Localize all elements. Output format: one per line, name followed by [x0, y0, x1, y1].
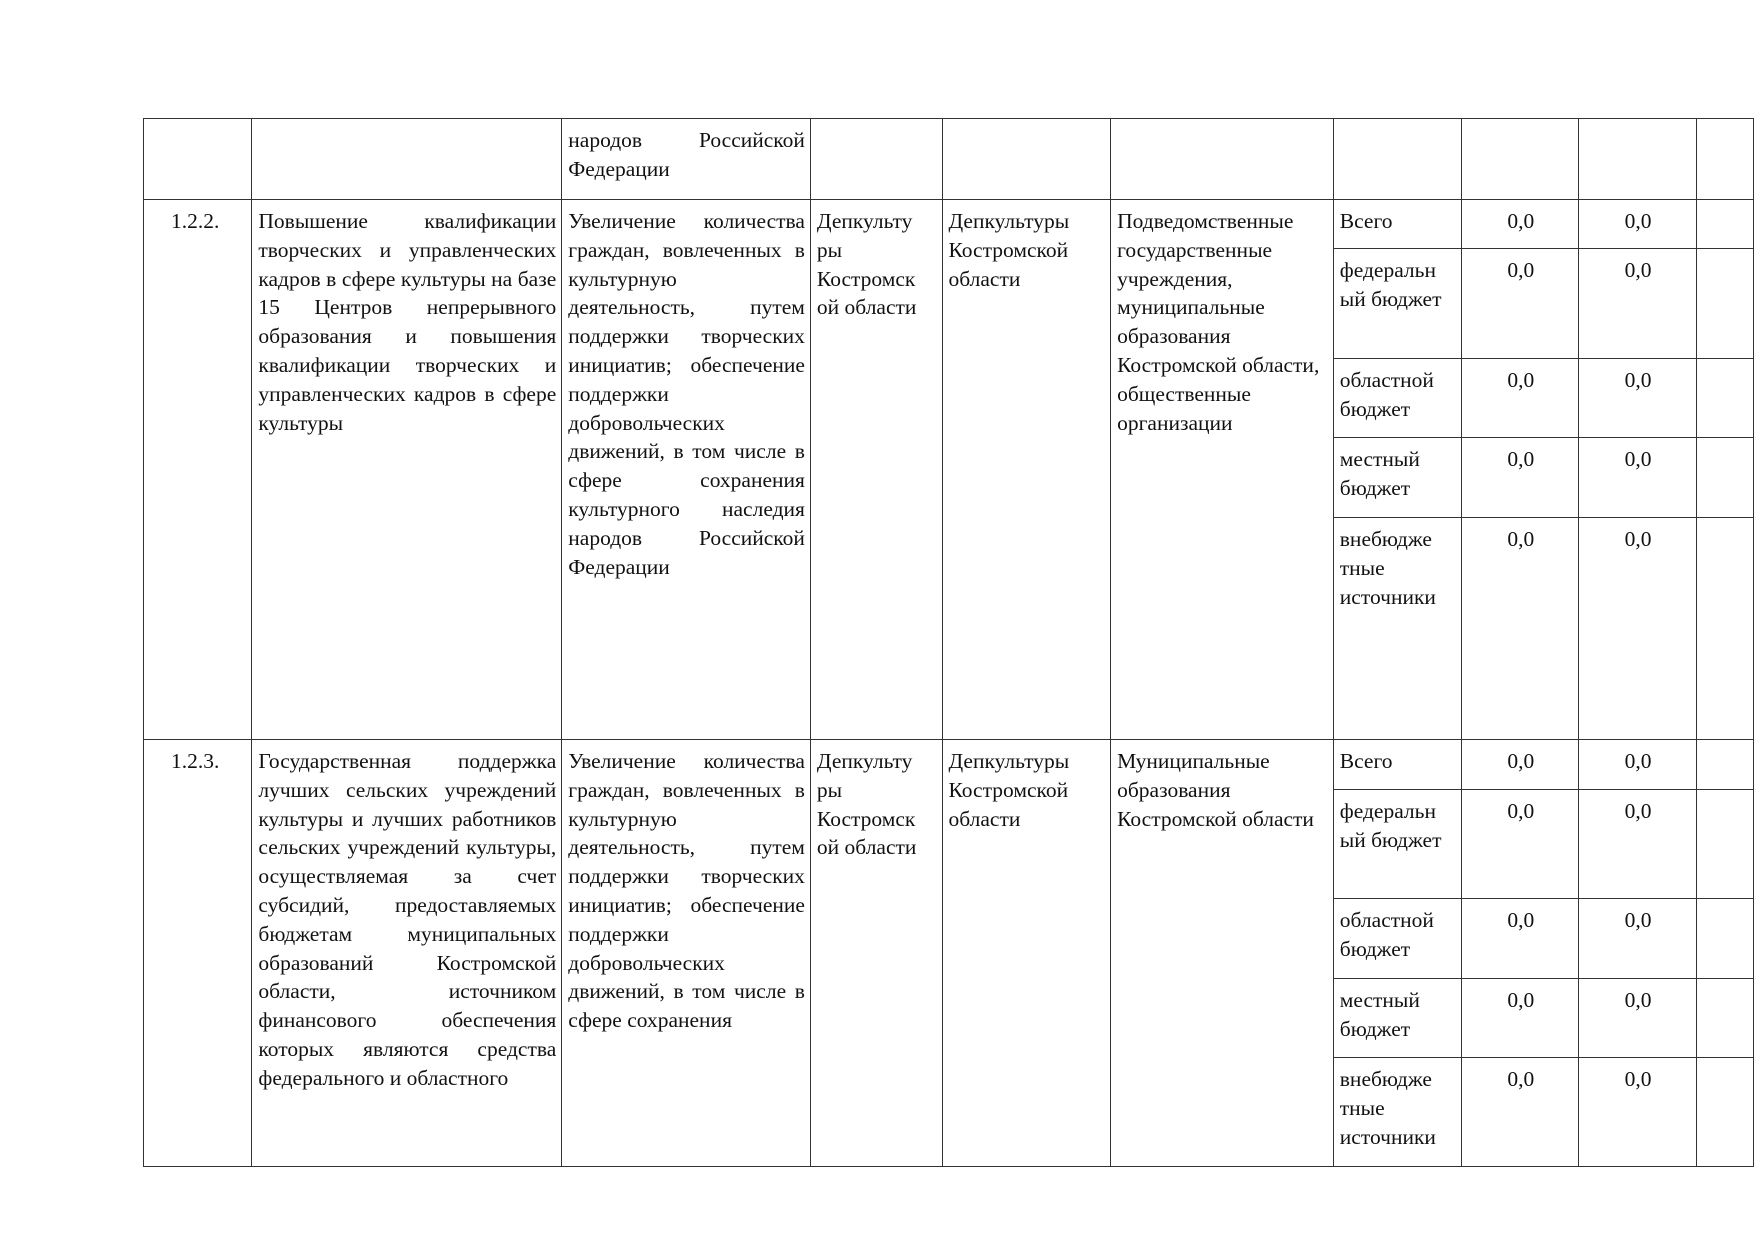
funding-source: внебюдже тные источники	[1333, 518, 1462, 740]
co-executor: Депкультуры Костромской области	[942, 740, 1111, 1167]
funding-source: внебюдже тные источники	[1333, 1058, 1462, 1167]
continuation-row	[144, 119, 1754, 200]
value-1: 0,0	[1462, 438, 1579, 518]
value-2: 0,0	[1579, 518, 1697, 740]
value-1: 0,0	[1462, 790, 1579, 899]
funding-source: Всего	[1333, 200, 1462, 249]
row-number: 1.2.2.	[144, 200, 252, 740]
responsible-executor: Депкульту ры Костромск ой области	[810, 740, 942, 1167]
value-3	[1696, 200, 1753, 249]
value-3	[1696, 899, 1753, 979]
value-1: 0,0	[1462, 899, 1579, 979]
table-row	[144, 200, 1754, 249]
funding-source: местный бюджет	[1333, 979, 1462, 1058]
page-margin	[0, 1167, 1754, 1247]
co-executor: Депкультуры Костромской области	[942, 200, 1111, 740]
row-number: 1.2.3.	[144, 740, 252, 1167]
value-2: 0,0	[1579, 438, 1697, 518]
value-3	[1696, 979, 1753, 1058]
value-2: 0,0	[1579, 249, 1697, 359]
funding-source: областной бюджет	[1333, 899, 1462, 979]
value-1: 0,0	[1462, 740, 1579, 790]
value-2: 0,0	[1579, 979, 1697, 1058]
value-3	[1696, 359, 1753, 438]
value-3	[1696, 740, 1753, 790]
program-activities-table	[143, 118, 1754, 1167]
funding-source: областной бюджет	[1333, 359, 1462, 438]
funding-source: Всего	[1333, 740, 1462, 790]
value-3	[1696, 1058, 1753, 1167]
value-2: 0,0	[1579, 899, 1697, 979]
activity-name: Государственная поддержка лучших сельских учреждений культуры и лучших работников сельских учреждений культуры, осуществляемая за счет субсидий, предоставляемых бюджетам муниципальных образований Костромской области, источником финансового обеспечения которых являются средства федерального и областного	[252, 740, 562, 1167]
value-2: 0,0	[1579, 1058, 1697, 1167]
value-2: 0,0	[1579, 200, 1697, 249]
result-cell: народов Российской Федерации	[562, 119, 811, 200]
expected-result: Увеличение количества граждан, вовлеченных в культурную деятельность, путем поддержки творческих инициатив; обеспечение поддержки добровольческих движений, в том числе в сфере сохранения	[562, 740, 811, 1167]
value-1: 0,0	[1462, 249, 1579, 359]
value-2: 0,0	[1579, 790, 1697, 899]
value-3	[1696, 790, 1753, 899]
value-1: 0,0	[1462, 200, 1579, 249]
value-2: 0,0	[1579, 740, 1697, 790]
funding-source: федеральн ый бюджет	[1333, 249, 1462, 359]
table-row	[144, 740, 1754, 790]
funding-source: федеральн ый бюджет	[1333, 790, 1462, 899]
value-1: 0,0	[1462, 518, 1579, 740]
participants: Подведомственные государственные учреждения, муниципальные образования Костромской области, общественные организации	[1111, 200, 1334, 740]
value-3	[1696, 249, 1753, 359]
value-1: 0,0	[1462, 979, 1579, 1058]
value-3	[1696, 518, 1753, 740]
expected-result: Увеличение количества граждан, вовлеченных в культурную деятельность, путем поддержки творческих инициатив; обеспечение поддержки добровольческих движений, в том числе в сфере сохранения культурного наследия народов Российской Федерации	[562, 200, 811, 740]
value-3	[1696, 438, 1753, 518]
value-1: 0,0	[1462, 1058, 1579, 1167]
participants: Муниципальные образования Костромской области	[1111, 740, 1334, 1167]
responsible-executor: Депкульту ры Костромск ой области	[810, 200, 942, 740]
activity-name: Повышение квалификации творческих и управленческих кадров в сфере культуры на базе 15 Центров непрерывного образования и повышения квалификации творческих и управленческих кадров в сфере культуры	[252, 200, 562, 740]
value-1: 0,0	[1462, 359, 1579, 438]
value-2: 0,0	[1579, 359, 1697, 438]
funding-source: местный бюджет	[1333, 438, 1462, 518]
